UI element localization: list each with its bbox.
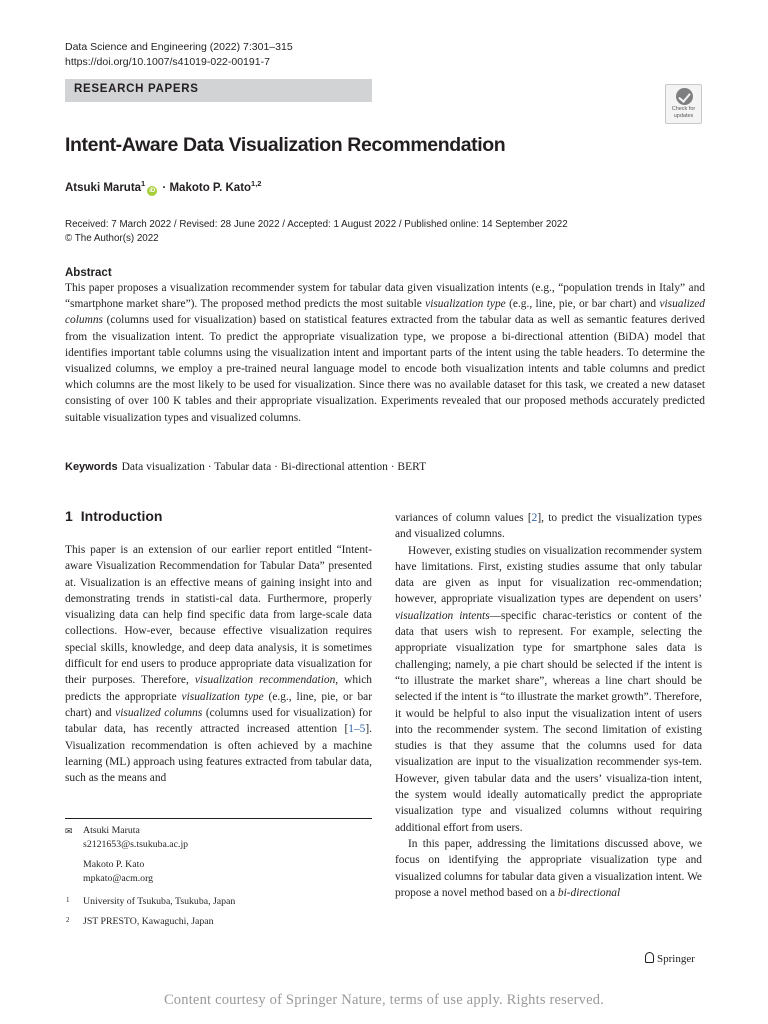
affiliation-note	[65, 895, 372, 909]
envelope-icon: ✉	[65, 826, 73, 836]
journal-citation: Data Science and Engineering (2022) 7:301–315	[65, 41, 293, 53]
publisher-name: Springer	[657, 953, 695, 965]
affiliation-number: 1	[66, 896, 70, 904]
paragraph: variances of column values [2], to predict the visualization types and visualized columns.	[395, 512, 702, 541]
springer-horse-icon	[645, 952, 654, 963]
citation-link[interactable]: 2	[531, 512, 538, 524]
abstract-heading: Abstract	[65, 267, 112, 279]
doi-link[interactable]: https://doi.org/10.1007/s41019-022-00191-7	[65, 56, 270, 68]
body-column-left	[65, 542, 372, 786]
journal-header	[65, 40, 293, 70]
keywords-list: Data visualization · Tabular data · Bi-directional attention · BERT	[121, 461, 427, 473]
body-column-right	[395, 510, 702, 901]
courtesy-notice: Content courtesy of Springer Nature, terms of use apply. Rights reserved.	[163, 992, 605, 1008]
section-title: Introduction	[80, 508, 163, 524]
section-heading-introduction	[65, 508, 162, 524]
section-banner	[65, 79, 372, 102]
paragraph: This paper is an extension of our earlier report entitled “Intent-aware Visualization Recommendation for Tabular Data” presented at. Visualization is an effective means of gaining insight into and demonstrating trends in statisti-cal data. Furthermore, properly visualizing data can help find specific data from large-scale data collections. How-ever, because effective visualization requires special skills, knowledge, and deep data analysis, it is sometimes difficult for end users to produce appropriate data visualization for their purposes. Therefore, visualization recommendation, which predicts the appropriate visualization type (e.g., line, pie, or bar chart) and visualized columns (columns used for visualization) for tabular data, has recently attracted increased attention [1–5]. Visualization recommendation is often achieved by a machine learning (ML) approach using features extracted from tabular data, such as the means and	[65, 544, 373, 785]
history-dates: Received: 7 March 2022 / Revised: 28 June 2022 / Accepted: 1 August 2022 / Published online: 14 September 2022	[65, 219, 568, 230]
check-for-updates-button[interactable]	[665, 84, 702, 124]
paper-title: Intent-Aware Data Visualization Recommendation	[65, 134, 506, 156]
paragraph: In this paper, addressing the limitations discussed above, we focus on identifying the appropriate visualization type and visualized columns for tabular data given a visualization intent. We propose a novel method based on a bi-directional	[395, 837, 702, 899]
author-name: Makoto P. Kato	[83, 859, 145, 870]
author-email[interactable]: mpkato@acm.org	[83, 873, 154, 884]
copyright-line: © The Author(s) 2022	[65, 233, 159, 244]
author-list	[65, 179, 261, 196]
publication-dates	[65, 218, 568, 246]
affiliation-text: JST PRESTO, Kawaguchi, Japan	[83, 916, 214, 927]
keywords-label: Keywords	[65, 461, 118, 473]
check-updates-label: Check for updates	[671, 106, 696, 119]
citation-link[interactable]: 1–5	[348, 723, 366, 736]
affiliation-number: 2	[66, 916, 70, 924]
corresponding-author-note	[65, 824, 372, 886]
footnotes	[65, 824, 372, 929]
author-separator: ·	[162, 181, 167, 194]
author-email[interactable]: s2121653@s.tsukuba.ac.jp	[83, 839, 189, 850]
section-label: RESEARCH PAPERS	[74, 83, 199, 95]
abstract-body: This paper proposes a visualization recommender system for tabular data given visualization intents (e.g., “population trends in Italy” and “smartphone market share”). The proposed method predicts the most suitable visualization type (e.g., line, pie, or bar chart) and visualized columns (columns used for visualization) based on statistical features extracted from the tabular data as well as semantic features derived from the visualization intent. To predict the appropriate visualization type, we propose a bi-directional attention (BiDA) model that identifies important table columns using the visualization intent and important parts of the intent using the table headers. To determine the visualized columns, we employ a pre-trained neural language model to encode both visualization intents and table columns and predict which columns are the most likely to be used for visualization. Since there was no available dataset for this task, we created a new dataset consisting of over 100 K tables and their appropriate visualization. Experiments revealed that our proposed methods accurately predicted suitable visualization types and visualized columns.	[65, 282, 705, 424]
author-name: Atsuki Maruta	[83, 825, 140, 836]
author-name[interactable]: Makoto P. Kato	[169, 181, 252, 194]
affiliation-text: University of Tsukuba, Tsukuba, Japan	[83, 896, 236, 907]
author-affiliation-mark: 1,2	[251, 179, 262, 188]
publisher-logo	[645, 952, 695, 965]
keywords	[65, 461, 426, 473]
paragraph: However, existing studies on visualization recommender system have limitations. First, existing studies assume that only tabular data are given as input for visualization rec-ommendation; however, appropriate visualization types are dependent on users’ visualization intents—specific charac-teristics or content of the data that users wish to represent. For example, selecting the appropriate visualization type for smartphone sales data is challenging; namely, a pie chart should be selected if the intent is “to illustrate the market share”, whereas a line chart should be selected if the intent is “to illustrate the market growth”. Therefore, it would be helpful to also input the visualization intent of users into the recommender system. The second limitation of existing studies is that they assume that the columns used for data visualization are input to the visualization recommender sys-tem. However, given tabular data and the users’ visualiza-tion intent, the system would ideally automatically predict the appropriate visualization type and visualized columns without requiring additional effort from users.	[395, 544, 702, 834]
footnote-divider	[65, 818, 372, 819]
section-number: 1	[65, 508, 73, 524]
author-affiliation-mark: 1	[141, 179, 146, 188]
orcid-icon[interactable]: iD	[149, 187, 156, 194]
affiliation-note	[65, 915, 372, 929]
check-updates-icon	[676, 88, 693, 105]
author-name[interactable]: Atsuki Maruta	[65, 181, 142, 194]
